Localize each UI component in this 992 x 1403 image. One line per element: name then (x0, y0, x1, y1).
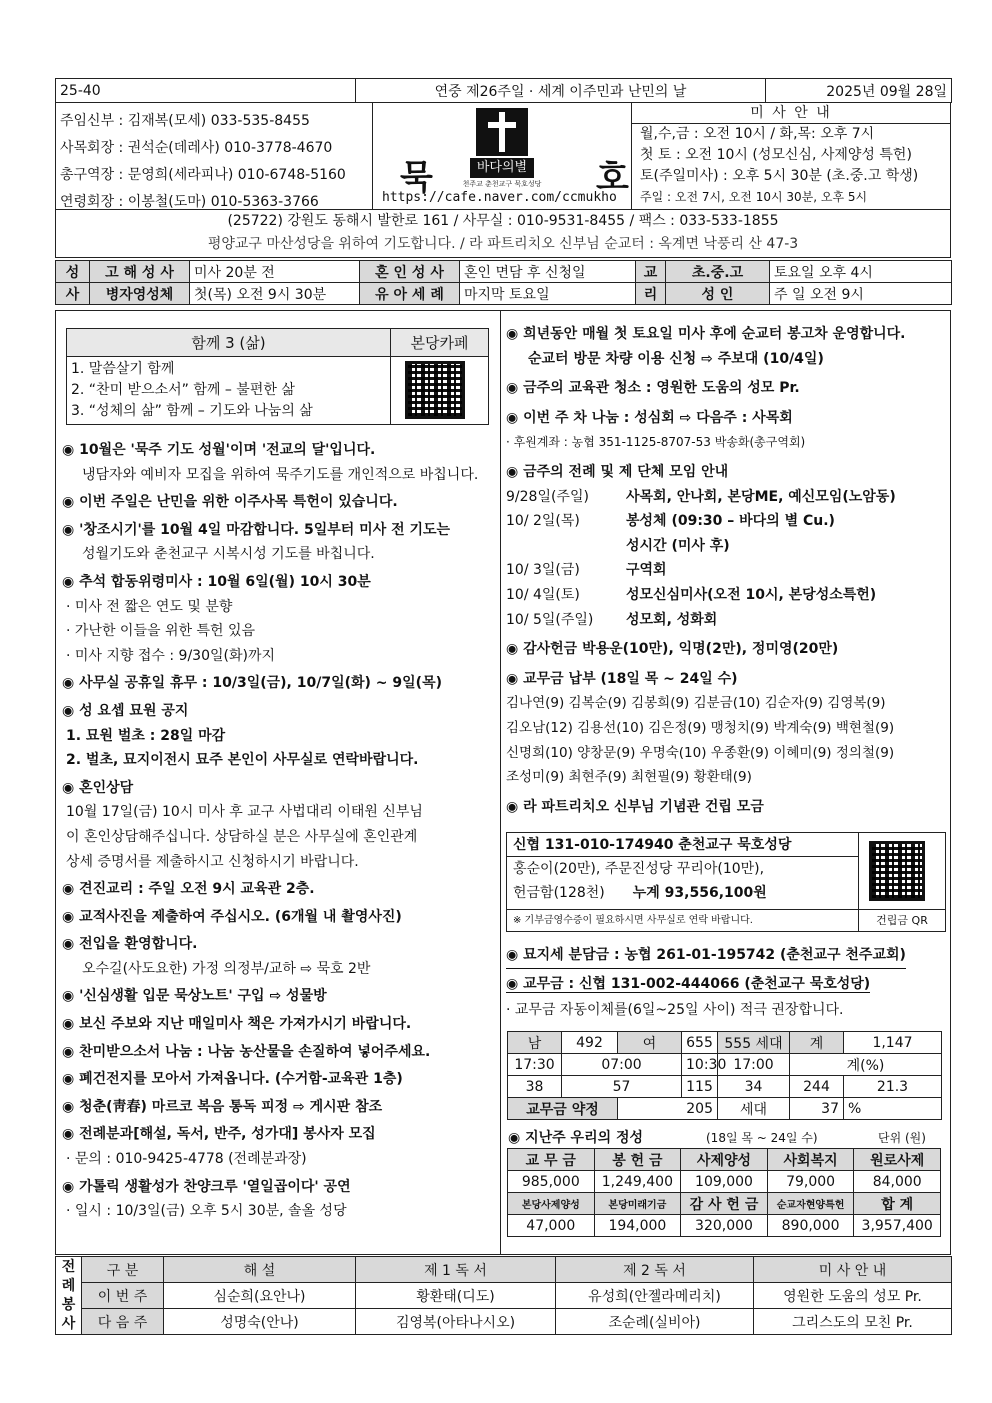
schedule-date: 10/ 5일(주일) (506, 611, 594, 628)
mass-schedule (640, 124, 918, 208)
schedule-list (506, 485, 950, 633)
notice-title: ◉ 성 요셉 묘원 공지 (62, 702, 189, 719)
schedule-date: 10/ 2일(목) (506, 513, 580, 530)
fund-box (506, 832, 946, 932)
sacrament-time: 미사 20분 전 (190, 261, 360, 283)
fund-note: ※ 기부금영수증이 필요하시면 사무실로 연락 바랍니다. (507, 909, 859, 931)
pledge-percent: 37 (790, 1098, 844, 1120)
offering-value: 109,000 (681, 1171, 768, 1193)
together-item: 2. “찬미 받으소서” 함께 – 불편한 삶 (71, 382, 295, 398)
catechism-side-label: 교 (636, 261, 666, 283)
offering-value: 890,000 (767, 1215, 854, 1237)
schedule-event: 봉성체 (09:30 – 바다의 별 Cu.) (626, 513, 835, 530)
notice-title: ◉ 금주의 교육관 청소 : 영원한 도움의 성모 Pr. (506, 380, 800, 397)
mass-line: 주일 : 오전 7시, 오전 10시 30분, 오후 5시 (640, 190, 868, 204)
notice-title: ◉ 폐건전지를 모아서 가져옵니다. (수거함-교육관 1층) (62, 1071, 403, 1088)
notice-title: ◉ 전례분과[해설, 독서, 반주, 성가대] 봉사자 모집 (62, 1126, 376, 1143)
prayer-line: 평양교구 마산성당을 위하여 기도합니다. / 라 파트리치오 신부님 순교터 : 옥계면 낙풍리 산 47-3 (207, 236, 799, 252)
notice-title: ◉ 견진교리 : 주일 오전 9시 교육관 2층. (62, 881, 315, 898)
attendance-label: 555 세대 (718, 1032, 790, 1054)
schedule-date: 10/ 3일(금) (506, 562, 580, 579)
dues-name-line: 조성미(9) 최현주(9) 최현필(9) 황환태(9) (506, 769, 752, 786)
notice-detail: · 미사 전 짧은 연도 및 분향 (66, 598, 233, 615)
notice-title: ◉ 10월은 '묵주 기도 성월'이며 '전교의 달'입니다. (62, 442, 376, 458)
offering-value: 3,957,400 (854, 1215, 941, 1237)
offering-unit: 단위 (원) (878, 1131, 926, 1145)
notice-title: ◉ 전입을 환영합니다. (62, 936, 198, 953)
notice-title: ◉ 교적사진을 제출하여 주십시오. (6개월 내 촬영사진) (62, 908, 402, 925)
schedule-row (506, 485, 950, 510)
dues-name-line: 김나연(9) 김복순(9) 김봉희(9) 김분금(10) 김순자(9) 김영복(9) (506, 695, 886, 712)
schedule-row (506, 558, 950, 583)
fund-donors (507, 857, 859, 909)
notice-title: ◉ 보신 주보와 지난 매일미사 책은 가져가시기 바랍니다. (62, 1016, 412, 1033)
schedule-event: 성모회, 성화회 (626, 611, 718, 628)
dues-name-line: 신명희(10) 양창문(9) 우명숙(10) 우종환(9) 이혜미(9) 정의철(9) (506, 744, 895, 761)
liturgy-side-label: 전 례 봉 사 (56, 1257, 82, 1335)
catechism-name: 성 인 (666, 283, 770, 305)
sacrament-name: 병자영성체 (90, 283, 190, 305)
notice-title: ◉ 교무금 납부 (18일 목 ~ 24일 수) (506, 670, 738, 687)
address-line: (25722) 강원도 동해시 발한로 161 / 사무실 : 010-9531-8455 / 팩스 : 033-533-1855 (227, 213, 779, 229)
bulletin-date: 2025년 09월 28일 (766, 79, 952, 103)
liturgy-header: 구 분 (82, 1257, 164, 1283)
liturgy-cell: 김영복(아타나시오) (356, 1309, 556, 1335)
liturgy-cell: 영원한 도움의 성모 Pr. (754, 1283, 952, 1309)
notice-title: ◉ 감사헌금 박용운(10만), 익명(2만), 정미영(20만) (506, 641, 839, 658)
staff-line: 연령회장 : 이봉철(도마) 010-5363-3766 (60, 194, 319, 210)
offering-value: 47,000 (508, 1215, 595, 1237)
mass-time: 17:00 (718, 1054, 790, 1076)
schedule-event: 구역회 (626, 562, 667, 579)
schedule-row (506, 583, 950, 608)
offering-title: ◉ 지난주 우리의 정성 (508, 1130, 644, 1146)
address-block (55, 210, 951, 258)
notice-title: ◉ '신심생활 입문 묵상노트' 구입 ⇨ 성물방 (62, 988, 327, 1005)
catechism-time: 주 일 오전 9시 (770, 283, 952, 305)
together-item: 1. 말씀살기 함께 (71, 361, 175, 377)
notice-title: ◉ 이번 주일은 난민을 위한 이주사목 특헌이 있습니다. (62, 494, 398, 511)
sacrament-name: 유 아 세 례 (360, 283, 460, 305)
notice-title: ◉ 묘지세 분담금 : 농협 261-01-195742 (춘천교구 천주교회) (506, 942, 906, 969)
offering-header: 원로사제 (854, 1149, 941, 1171)
schedule-date (506, 534, 626, 559)
mass-time: 17:30 (508, 1054, 562, 1076)
cafe-label: 본당카페 (391, 329, 489, 357)
mass-line: 토(주일미사) : 오후 5시 30분 (초.중.고 학생) (640, 168, 919, 184)
catechism-side-label: 리 (636, 283, 666, 305)
liturgy-header: 제 1 독 서 (356, 1257, 556, 1283)
notice-detail: 1. 묘원 벌초 : 28일 마감 (66, 727, 226, 744)
notice-title: ◉ '창조시기'를 10월 4일 마감합니다. 5일부터 미사 전 기도는 (62, 521, 451, 538)
liturgy-header: 미 사 안 내 (754, 1257, 952, 1283)
offering-header: 순교자현양특헌 (767, 1193, 854, 1215)
notice-detail: 이 혼인상담해주십니다. 상담하실 분은 사무실에 혼인관계 (66, 828, 418, 845)
staff-line: 사목회장 : 권석순(데레사) 010-3778-4670 (60, 140, 333, 156)
left-notices (62, 438, 498, 1224)
offering-value: 1,249,400 (594, 1171, 681, 1193)
sacrament-name: 고 해 성 사 (90, 261, 190, 283)
attendance-count: 244 (790, 1076, 844, 1098)
notice-title: ◉ 라 파트리치오 신부님 기념관 건립 모금 (506, 798, 764, 815)
schedule-row (506, 534, 950, 559)
liturgy-cell: 유성희(안젤라메리치) (556, 1283, 754, 1309)
attendance-table (507, 1031, 942, 1120)
attendance-value: 1,147 (844, 1032, 942, 1054)
notice-detail: · 가난한 이들을 위한 특헌 있음 (66, 623, 255, 640)
church-logo-icon (476, 108, 528, 156)
donation-account: · 후원계좌 : 농협 351-1125-8707-53 박송화(총구역회) (506, 435, 806, 450)
notice-detail: 2. 벌초, 묘지이전시 묘주 본인이 사무실로 연락바랍니다. (66, 752, 419, 769)
sacrament-name: 혼 인 성 사 (360, 261, 460, 283)
cafe-qr-code[interactable] (391, 357, 489, 425)
liturgy-row-label: 다 음 주 (82, 1309, 164, 1335)
together-box (66, 328, 489, 425)
fund-qr-label: 건립금 QR (859, 909, 945, 931)
liturgy-cell: 조순례(실비아) (556, 1309, 754, 1335)
liturgy-table (55, 1256, 952, 1335)
attendance-label: 계 (790, 1032, 844, 1054)
notice-title: ◉ 찬미받으소서 나눔 : 나눔 농산물을 손질하여 넣어주세요. (62, 1043, 431, 1060)
liturgy-cell: 성명숙(안나) (164, 1309, 356, 1335)
staff-line: 주임신부 : 김재복(모세) 033-535-8455 (60, 113, 310, 129)
notice-title: ◉ 교무금 : 신협 131-002-444066 (춘천교구 묵호성당) (506, 976, 871, 992)
cafe-url-link[interactable]: https://cafe.naver.com/ccmukho (382, 190, 617, 205)
attendance-count: 34 (718, 1076, 790, 1098)
schedule-date: 10/ 4일(토) (506, 586, 580, 603)
notice-title: ◉ 추석 합동위령미사 : 10월 6일(월) 10시 30분 (62, 573, 371, 590)
schedule-event: 성모신심미사(오전 10시, 본당성소특헌) (626, 586, 877, 603)
pledge-percent-unit: % (844, 1098, 942, 1120)
notice-detail: 냉담자와 예비자 모집을 위하여 묵주기도를 개인적으로 바칩니다. (82, 466, 479, 483)
notice-title: ◉ 청춘(靑春) 마르코 복음 통독 피정 ⇨ 게시판 참조 (62, 1098, 383, 1115)
notice-title: ◉ 희년동안 매월 첫 토요일 미사 후에 순교터 봉고차 운영합니다. (506, 326, 906, 342)
offering-header: 본당사제양성 (508, 1193, 595, 1215)
autopay-note: · 교무금 자동이체를(6일~25일 사이) 적극 권장합니다. (506, 1002, 844, 1018)
mass-time: 07:00 (562, 1054, 682, 1076)
bulletin-title: 연중 제26주일 · 세계 이주민과 난민의 날 (356, 79, 766, 103)
logo-char-right: 호 (596, 158, 629, 198)
together-title: 함께 3 (삶) (67, 329, 391, 357)
sacrament-time: 혼인 면담 후 신청일 (460, 261, 636, 283)
attendance-percent: 21.3 (844, 1076, 942, 1098)
notice-title: ◉ 가톨릭 생활성가 찬양크루 '열일곱이다' 공연 (62, 1178, 351, 1195)
notice-detail: 오수길(사도요한) 가정 의정부/교하 ⇨ 묵호 2반 (82, 960, 371, 977)
liturgy-cell: 그리스도의 모친 Pr. (754, 1309, 952, 1335)
liturgy-header: 제 2 독 서 (556, 1257, 754, 1283)
account-notices (506, 942, 950, 1023)
together-item: 3. “성체의 삶” 함께 – 기도와 나눔의 삶 (71, 403, 313, 419)
mass-title: 미 사 안 내 (631, 102, 951, 124)
offering-header: 봉 헌 금 (594, 1149, 681, 1171)
catechism-time: 토요일 오후 4시 (770, 261, 952, 283)
header-table (55, 78, 952, 103)
staff-list (60, 108, 346, 216)
dues-names (506, 691, 950, 789)
fund-qr-code[interactable] (869, 841, 925, 901)
sacraments-table (55, 260, 952, 305)
notice-detail: 10월 17일(금) 10시 미사 후 교구 사법대리 이태원 신부님 (66, 804, 423, 821)
attendance-count: 57 (562, 1076, 682, 1098)
offering-header: 사제양성 (681, 1149, 768, 1171)
notice-detail: · 문의 : 010-9425-4778 (전례분과장) (66, 1151, 307, 1168)
offering-header: 합 계 (854, 1193, 941, 1215)
mass-line: 월,수,금 : 오전 10시 / 화,목: 오후 7시 (640, 126, 875, 142)
notice-title: ◉ 혼인상담 (62, 779, 134, 796)
offering-value: 985,000 (508, 1171, 595, 1193)
offering-value: 194,000 (594, 1215, 681, 1237)
pledge-unit: 세대 (718, 1098, 790, 1120)
fund-account: 신협 131-010-174940 춘천교구 묵호성당 (507, 833, 859, 857)
fund-total: 누계 93,556,100원 (632, 885, 767, 901)
liturgy-row-label: 이 번 주 (82, 1283, 164, 1309)
notice-detail: · 일시 : 10/3일(금) 오후 5시 30분, 솔올 성당 (66, 1203, 347, 1220)
notice-title: ◉ 금주의 전례 및 제 단체 모임 안내 (506, 463, 729, 480)
attendance-label: 남 (508, 1032, 562, 1054)
liturgy-cell: 황환태(디도) (356, 1283, 556, 1309)
offering-value: 79,000 (767, 1171, 854, 1193)
schedule-row (506, 608, 950, 633)
liturgy-header: 해 설 (164, 1257, 356, 1283)
catechism-name: 초.중.고 (666, 261, 770, 283)
attendance-value: 492 (562, 1032, 618, 1054)
notice-title: ◉ 사무실 공휴일 휴무 : 10/3일(금), 10/7일(화) ~ 9일(목) (62, 675, 443, 692)
offering-table (507, 1148, 941, 1237)
schedule-row (506, 509, 950, 534)
notice-title: ◉ 이번 주 차 나눔 : 성심회 ⇨ 다음주 : 사목회 (506, 409, 793, 426)
attendance-count: 38 (508, 1076, 562, 1098)
fund-donor-line: 헌금함(128천) (513, 885, 605, 901)
pledge-label: 교무금 약정 (508, 1098, 618, 1120)
sacrament-time: 첫(목) 오전 9시 30분 (190, 283, 360, 305)
offering-period: (18일 목 ~ 24일 수) (706, 1131, 818, 1145)
notice-detail: 성월기도와 춘천교구 시복시성 기도를 바칩니다. (82, 546, 375, 563)
fund-donor-line: 홍순이(20만), 주문진성당 꾸리아(10만), (513, 861, 765, 877)
notice-detail: 순교터 방문 차량 이용 신청 ⇨ 주보대 (10/4일) (528, 350, 824, 367)
schedule-event: 사목회, 안나회, 본당ME, 예신모임(노암동) (626, 488, 896, 505)
issue-number: 25-40 (56, 79, 356, 103)
offering-header: 감 사 헌 금 (681, 1193, 768, 1215)
attendance-total-label: 계(%) (790, 1054, 942, 1076)
offering-value: 320,000 (681, 1215, 768, 1237)
mass-line: 첫 토 : 오전 10시 (성모신심, 사제양성 특헌) (640, 147, 912, 163)
right-notices (506, 322, 950, 819)
staff-line: 총구역장 : 문영희(세라피나) 010-6748-5160 (60, 167, 346, 183)
mass-time: 10:30 (682, 1054, 718, 1076)
sacrament-time: 마지막 토요일 (460, 283, 636, 305)
sacrament-side-label: 사 (56, 283, 90, 305)
schedule-event: 성시간 (미사 후) (626, 537, 730, 554)
offering-value: 84,000 (854, 1171, 941, 1193)
attendance-label: 여 (618, 1032, 682, 1054)
attendance-count: 115 (682, 1076, 718, 1098)
dues-name-line: 김오남(12) 김용선(10) 김은정(9) 맹청치(9) 박계숙(9) 백현철(9) (506, 719, 895, 736)
notice-detail: · 미사 지향 접수 : 9/30일(화)까지 (66, 647, 276, 664)
pledge-count: 205 (618, 1098, 718, 1120)
offering-header: 본당미래기금 (594, 1193, 681, 1215)
liturgy-cell: 심순희(요안나) (164, 1283, 356, 1309)
offering-header: 사회복지 (767, 1149, 854, 1171)
schedule-date: 9/28일(주일) (506, 488, 589, 505)
attendance-value: 655 (682, 1032, 718, 1054)
logo-name: 바다의별 (470, 158, 534, 178)
sacrament-side-label: 성 (56, 261, 90, 283)
logo-char-left: 묵 (400, 158, 433, 198)
logo-sub: 천주교 춘천교구 묵호성당 (462, 180, 542, 188)
notice-detail: 상세 증명서를 제출하시고 신청하시기 바랍니다. (66, 853, 359, 870)
offering-header: 교 무 금 (508, 1149, 595, 1171)
